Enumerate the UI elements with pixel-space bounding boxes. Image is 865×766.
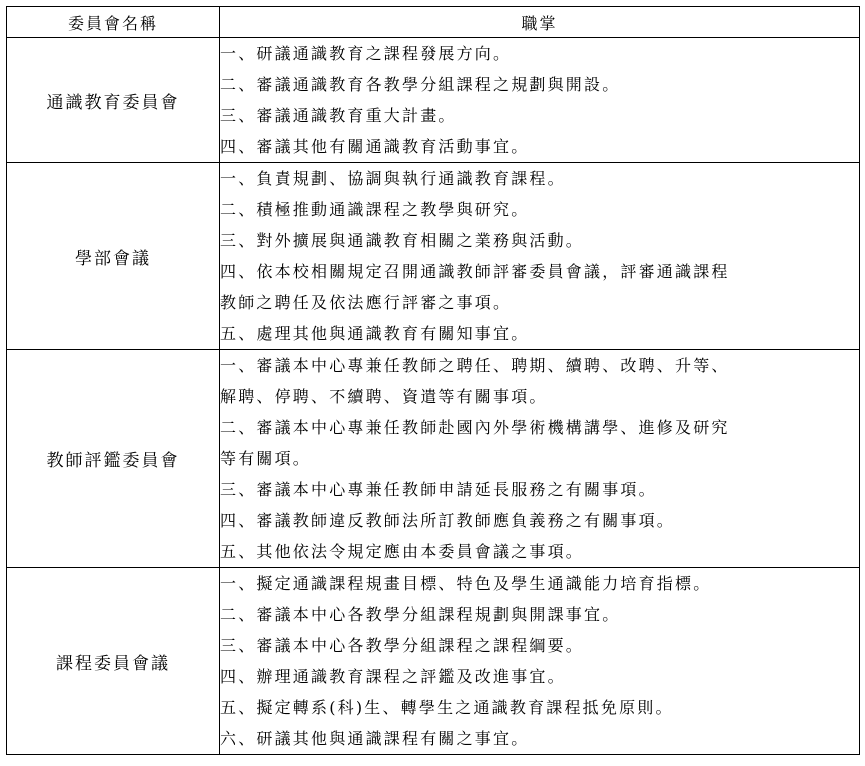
committee-duties-table bbox=[6, 6, 860, 755]
duty-list bbox=[220, 350, 860, 568]
duty-item: 一、擬定通識課程規畫目標、特色及學生通識能力培育指標。 bbox=[220, 574, 712, 593]
duty-item: 六、研議其他與通識課程有關之事宜。 bbox=[220, 729, 530, 748]
duty-item: 三、審議本中心專兼任教師申請延長服務之有關事項。 bbox=[220, 480, 657, 499]
table-row bbox=[7, 38, 860, 163]
duty-list bbox=[220, 38, 860, 163]
duty-item: 一、研議通識教育之課程發展方向。 bbox=[220, 44, 512, 63]
duty-item: 三、審議本中心各教學分組課程之課程綱要。 bbox=[220, 636, 585, 655]
duty-item: 五、其他依法令規定應由本委員會議之事項。 bbox=[220, 542, 585, 561]
committee-name: 課程委員會議 bbox=[7, 568, 220, 755]
duty-item: 一、審議本中心專兼任教師之聘任、聘期、續聘、改聘、升等、 bbox=[220, 356, 730, 375]
duty-item: 二、積極推動通識課程之教學與研究。 bbox=[220, 200, 530, 219]
table-row bbox=[7, 163, 860, 350]
duty-item: 四、依本校相關規定召開通識教師評審委員會議，評審通識課程 bbox=[220, 262, 730, 281]
duty-list bbox=[220, 163, 860, 350]
table-row bbox=[7, 568, 860, 755]
duty-item: 五、擬定轉系(科)生、轉學生之通識教育課程抵免原則。 bbox=[220, 698, 674, 717]
duty-item: 五、處理其他與通識教育有關知事宜。 bbox=[220, 324, 530, 343]
committee-name: 通識教育委員會 bbox=[7, 38, 220, 163]
duty-item: 一、負責規劃、協調與執行通識教育課程。 bbox=[220, 169, 566, 188]
duty-list bbox=[220, 568, 860, 755]
duty-item: 三、對外擴展與通識教育相關之業務與活動。 bbox=[220, 231, 585, 250]
header-duties: 職掌 bbox=[220, 7, 860, 38]
table-header-row bbox=[7, 7, 860, 38]
committee-name: 學部會議 bbox=[7, 163, 220, 350]
duty-item: 二、審議本中心各教學分組課程規劃與開課事宜。 bbox=[220, 605, 621, 624]
duty-item: 四、辦理通識教育課程之評鑑及改進事宜。 bbox=[220, 667, 566, 686]
duty-item: 三、審議通識教育重大計畫。 bbox=[220, 106, 457, 125]
committee-name: 教師評鑑委員會 bbox=[7, 350, 220, 568]
header-committee-name: 委員會名稱 bbox=[7, 7, 220, 38]
duty-item: 二、審議通識教育各教學分組課程之規劃與開設。 bbox=[220, 75, 621, 94]
duty-item: 四、審議教師違反教師法所訂教師應負義務之有關事項。 bbox=[220, 511, 676, 530]
table-row bbox=[7, 350, 860, 568]
duty-item: 二、審議本中心專兼任教師赴國內外學術機構講學、進修及研究 bbox=[220, 418, 730, 437]
duty-item-continuation: 等有關項。 bbox=[220, 449, 312, 468]
duty-item-continuation: 解聘、停聘、不續聘、資遣等有關事項。 bbox=[220, 387, 548, 406]
duty-item: 四、審議其他有關通識教育活動事宜。 bbox=[220, 137, 530, 156]
duty-item-continuation: 教師之聘任及依法應行評審之事項。 bbox=[220, 293, 512, 312]
